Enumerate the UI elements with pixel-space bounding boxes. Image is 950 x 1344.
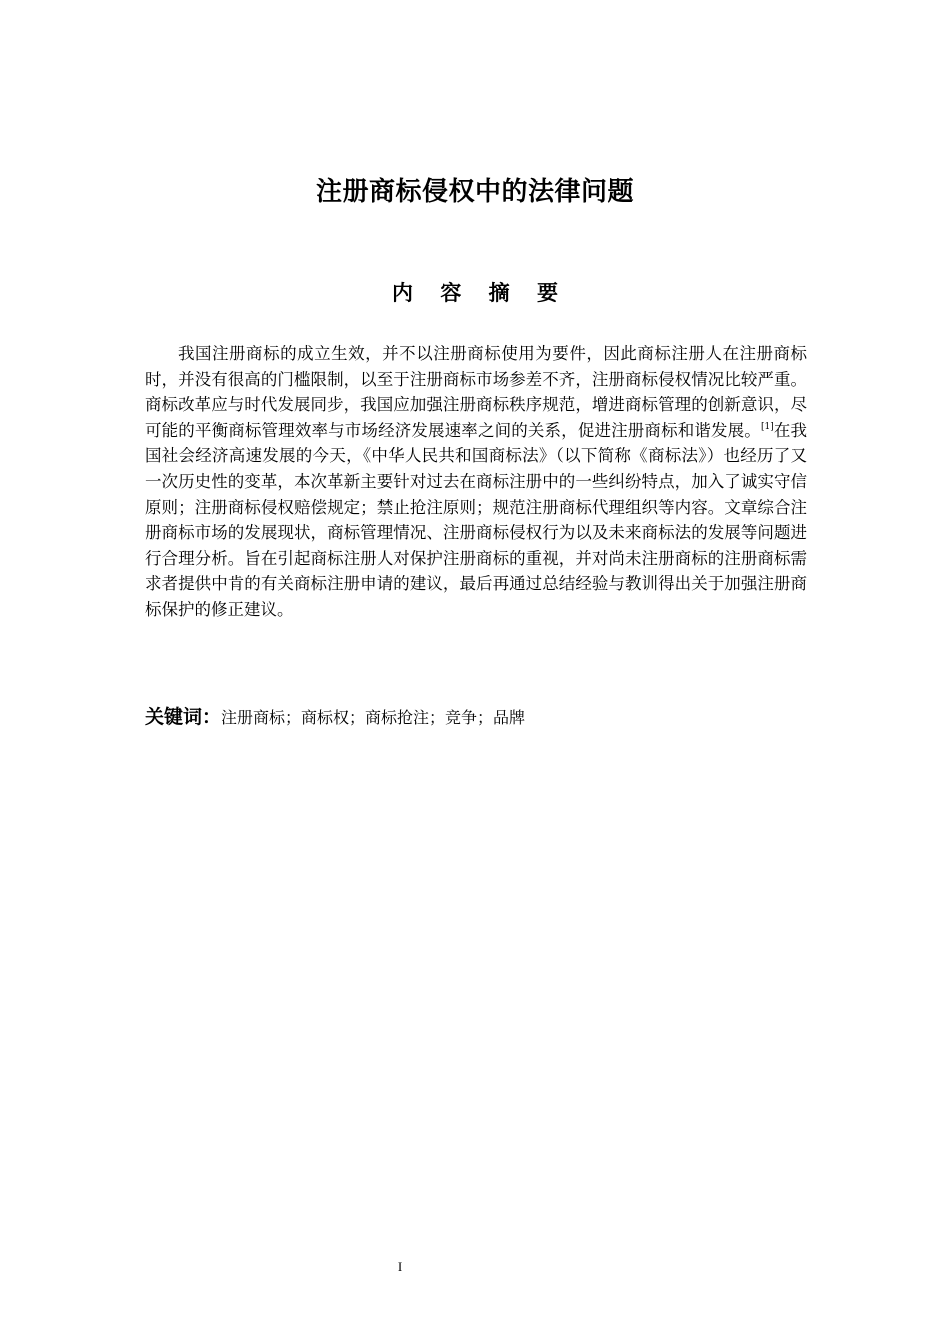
abstract-body (145, 341, 807, 623)
page-number: I (397, 1259, 403, 1274)
abstract-text-part-1: 我国注册商标的成立生效，并不以注册商标使用为要件，因此商标注册人在注册商标时，并没有很高的门槛限制，以至于注册商标市场参差不齐，注册商标侵权情况比较严重。商标改革应与时代发展同步，我国应加强注册商标秩序规范，增进商标管理的创新意识，尽可能的平衡商标管理效率与市场经济发展速率之间的关系，促进注册商标和谐发展。 (145, 344, 807, 440)
citation-marker: [1] (760, 421, 774, 432)
keywords-label: 关键词： (145, 706, 222, 728)
keywords-list: 注册商标；商标权；商标抢注；竞争；品牌 (221, 708, 526, 727)
keywords-line (145, 703, 807, 732)
abstract-heading: 内 容 摘 要 (392, 281, 568, 305)
abstract-text-part-2: 在我国社会经济高速发展的今天，《中华人民共和国商标法》（以下简称《商标法》）也经历了又一次历史性的变革，本次革新主要针对过去在商标注册中的一些纠纷特点，加入了诚实守信原则；注册商标侵权赔偿规定；禁止抢注原则；规范注册商标代理组织等内容。文章综合注册商标市场的发展现状，商标管理情况、注册商标侵权行为以及未来商标法的发展等问题进行合理分析。旨在引起商标注册人对保护注册商标的重视，并对尚未注册商标的注册商标需求者提供中肯的有关商标注册申请的建议，最后再通过总结经验与教训得出关于加强注册商标保护的修正建议。 (145, 420, 808, 619)
document-title: 注册商标侵权中的法律问题 (315, 177, 634, 207)
